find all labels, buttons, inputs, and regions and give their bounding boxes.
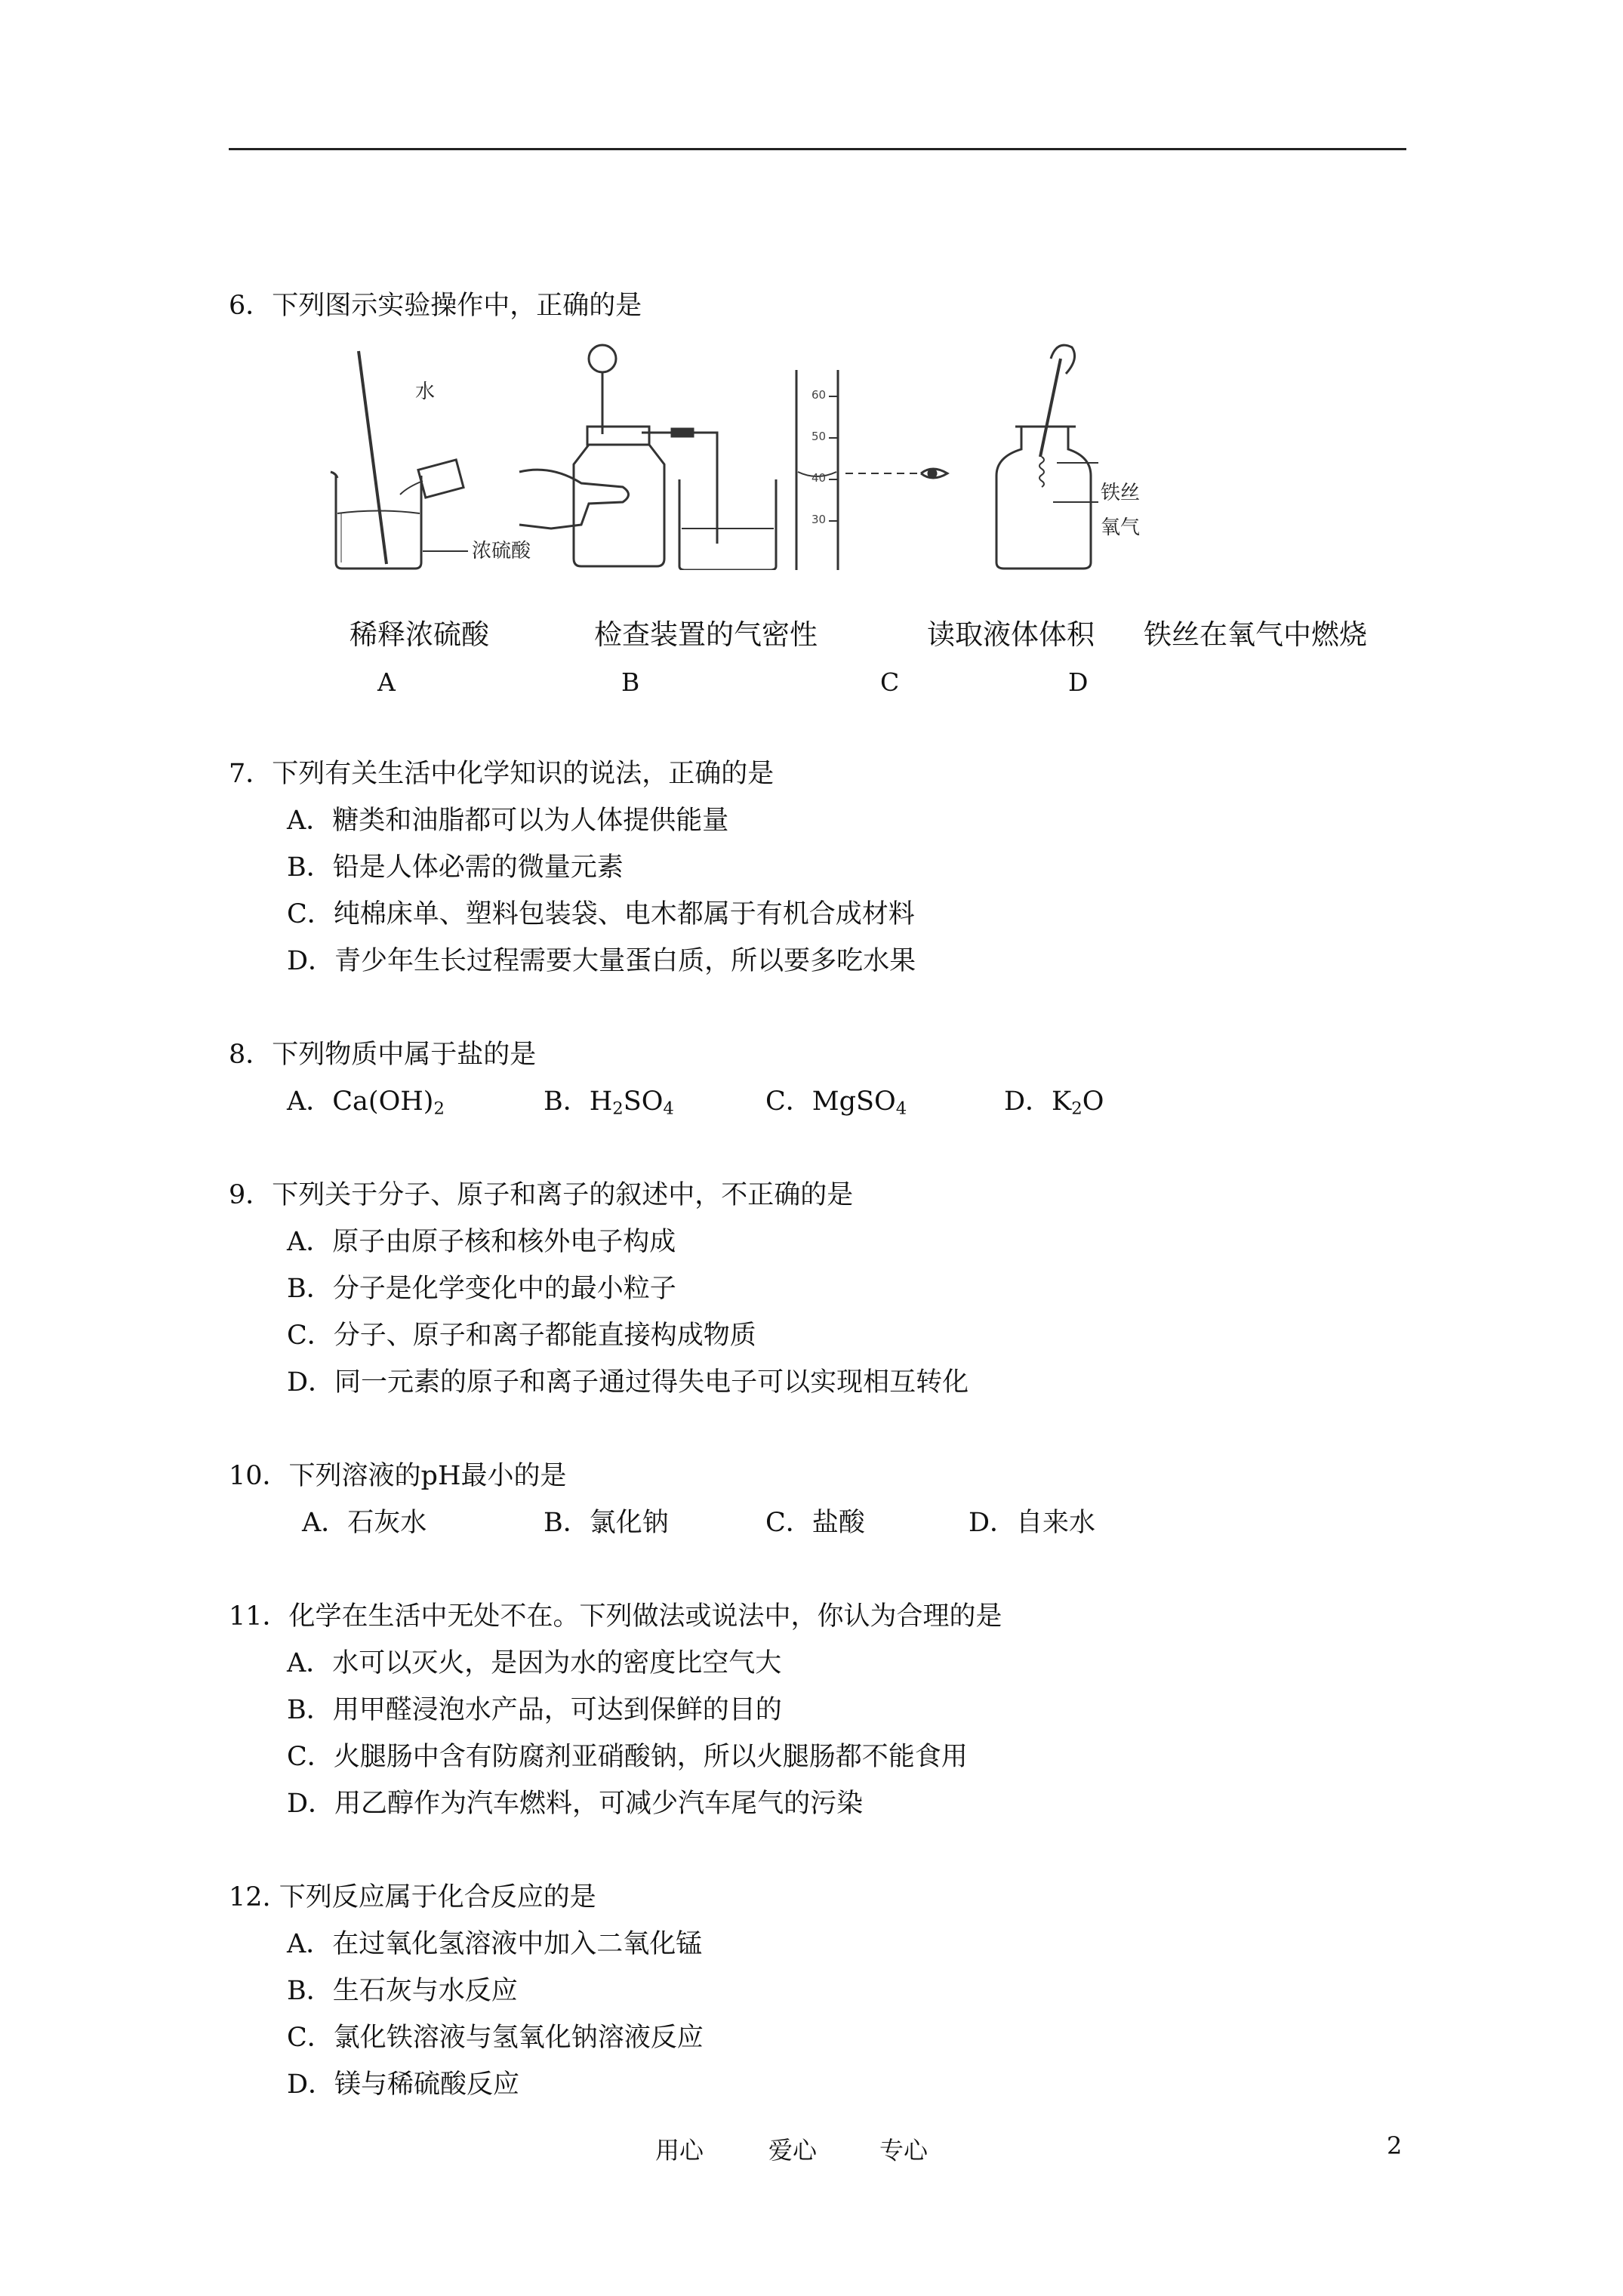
question-12-option-a: A．在过氧化氢溶液中加入二氧化锰 [287,1929,703,1959]
letter-c: C [880,667,900,697]
letter-b: B [621,667,640,697]
question-8-option-d: D．$K_2O$ [1004,1086,1104,1119]
label-water: 水 [415,381,436,403]
caption-b: 检查装置的气密性 [594,618,818,651]
label-iron-wire: 铁丝 [1101,482,1141,504]
question-7-option-d: D．青少年生长过程需要大量蛋白质，所以要多吃水果 [287,946,916,976]
question-8-option-c: C．MgSO$_4$ [765,1086,907,1119]
question-10-option-b: B．氯化钠 [544,1508,669,1538]
label-concentrated-acid: 浓硫酸 [472,540,531,562]
question-12-option-b: B．生石灰与水反应 [287,1976,518,2006]
question-10-stem: 10．下列溶液的pH最小的是 [229,1461,567,1491]
question-8-stem: 8．下列物质中属于盐的是 [229,1040,537,1070]
question-9-option-a: A．原子由原子核和核外电子构成 [287,1227,676,1257]
question-8-option-a: A．$Ca(OH)_2$ [287,1086,445,1119]
question-8-option-b: B．$H_2SO_4$ [544,1086,674,1119]
letter-d: D [1068,667,1089,697]
footer-text-c: 专心 [879,2136,929,2165]
question-7-option-b: B．铅是人体必需的微量元素 [287,852,624,883]
question-9-option-c: C．分子、原子和离子都能直接构成物质 [287,1321,756,1351]
question-12-stem: 12. 下列反应属于化合反应的是 [229,1882,596,1912]
caption-c: 读取液体体积 [927,618,1095,651]
iron-combustion-illustration [996,345,1098,569]
tick-50: 50 [812,430,827,443]
airtight-check-illustration [519,345,776,570]
question-9-stem: 9．下列关于分子、原子和离子的叙述中，不正确的是 [229,1180,854,1210]
footer-text-a: 用心 [655,2136,704,2165]
tick-60: 60 [812,388,827,402]
dilute-acid-illustration [331,351,468,569]
header-rule [229,148,1406,150]
tick-30: 30 [812,513,827,526]
tick-40: 40 [812,471,827,485]
question-11-option-b: B．用甲醛浸泡水产品，可达到保鲜的目的 [287,1695,782,1725]
footer-text-b: 爱心 [768,2136,818,2165]
question-10-option-a: A．石灰水 [302,1508,427,1538]
question-9-option-d: D．同一元素的原子和离子通过得失电子可以实现相互转化 [287,1367,969,1398]
caption-a: 稀释浓硫酸 [350,618,489,651]
question-11-stem: 11．化学在生活中无处不在。下列做法或说法中，你认为合理的是 [229,1601,1002,1632]
question-12-option-c: C．氯化铁溶液与氢氧化钠溶液反应 [287,2023,704,2053]
question-9-option-b: B．分子是化学变化中的最小粒子 [287,1274,676,1304]
lab-illustrations [317,344,1208,570]
question-12-option-d: D．镁与稀硫酸反应 [287,2069,520,2100]
question-11-option-a: A．水可以灭火，是因为水的密度比空气大 [287,1648,782,1678]
question-11-option-c: C．火腿肠中含有防腐剂亚硝酸钠，所以火腿肠都不能食用 [287,1742,968,1772]
caption-d: 铁丝在氧气中燃烧 [1144,618,1367,651]
question-7-option-a: A．糖类和油脂都可以为人体提供能量 [287,806,729,836]
question-7-option-c: C．纯棉床单、塑料包装袋、电木都属于有机合成材料 [287,899,915,929]
letter-a: A [377,667,396,697]
question-11-option-d: D．用乙醇作为汽车燃料，可减少汽车尾气的污染 [287,1789,864,1819]
label-oxygen: 氧气 [1101,516,1141,539]
question-6-figure [317,344,1208,570]
page-number: 2 [1387,2131,1403,2160]
question-7-stem: 7．下列有关生活中化学知识的说法，正确的是 [229,759,775,789]
question-10-option-d: D．自来水 [969,1508,1096,1538]
question-6-stem: 6．下列图示实验操作中，正确的是 [229,291,642,321]
question-10-option-c: C．盐酸 [765,1508,865,1538]
